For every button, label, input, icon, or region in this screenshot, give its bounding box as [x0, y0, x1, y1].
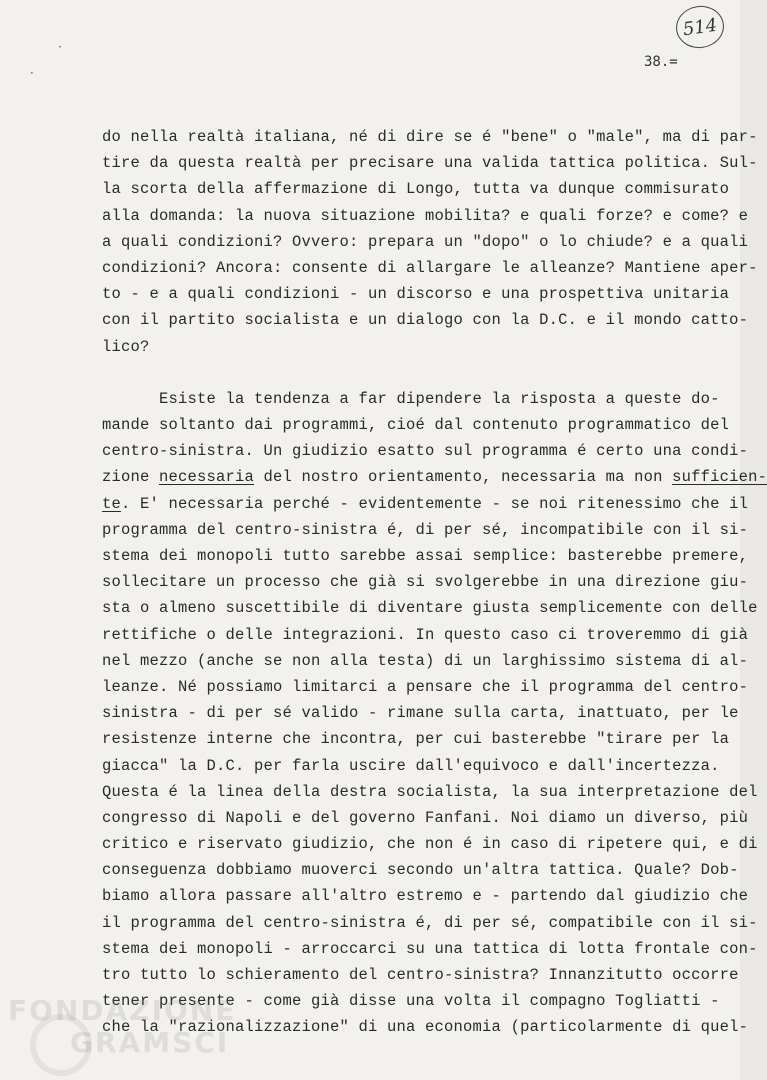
text-line: zione necessaria del nostro orientamento, necessaria ma non sufficien-	[102, 468, 767, 487]
text-line: stema dei monopoli tutto sarebbe assai semplice: basterebbe premere,	[102, 547, 749, 565]
text-line: che la "razionalizzazione" di una economia (particolarmente di quel-	[102, 1018, 749, 1037]
text-line: conseguenza dobbiamo muoverci secondo un'altra tattica. Quale? Dob-	[102, 861, 739, 880]
watermark-line-1: FONDAZIONE	[8, 994, 237, 1027]
text-line: condizioni? Ancora: consente di allargare le alleanze? Mantiene aper-	[102, 258, 758, 277]
archive-stamp	[673, 3, 726, 51]
text-line: sollecitare un processo che già si svolgerebbe in una direzione giu-	[102, 573, 749, 592]
text-line: tener presente - come già disse una volta il compagno Togliatti -	[102, 992, 720, 1011]
text-line: con il partito socialista e un dialogo con la D.C. e il mondo catto-	[102, 311, 749, 330]
text-line: do nella realtà italiana, né di dire se é "bene" o "male", ma di par-	[102, 128, 758, 146]
text-line: resistenze interne che incontra, per cui basterebbe "tirare per la	[102, 730, 730, 749]
text-line: leanze. Né possiamo limitarci a pensare che il programma del centro-	[102, 677, 749, 696]
text-line: programma del centro-sinistra é, di per sé, incompatibile con il si-	[102, 520, 749, 539]
text-line: tro tutto lo schieramento del centro-sinistra? Innanzitutto occorre	[102, 966, 739, 984]
text-line	[102, 360, 722, 386]
paper-speck: ·	[58, 40, 62, 54]
text-line: rettifiche o delle integrazioni. In questo caso ci troveremmo di già	[102, 625, 749, 644]
text-line: lico?	[102, 337, 150, 356]
text-line: sta o almeno suscettibile di diventare giusta semplicemente con delle	[102, 599, 758, 618]
text-line: giacca" la D.C. per farla uscire dall'equivoco e dall'incertezza.	[102, 756, 720, 775]
text-line: sinistra - di per sé valido - rimane sulla carta, inattuato, per le	[102, 704, 739, 723]
watermark-line-2: GRAMSCI	[70, 1026, 230, 1059]
text-line: to - e a quali condizioni - un discorso e una prospettiva unitaria	[102, 285, 730, 304]
text-line: congresso di Napoli e del governo Fanfani. Noi diamo un diverso, più	[102, 808, 749, 827]
text-line: alla domanda: la nuova situazione mobilita? e quali forze? e come? e	[102, 206, 749, 225]
paper-speck: ·	[30, 66, 34, 80]
archive-stamp-number: 514	[681, 14, 719, 40]
text-line: critico e riservato giudizio, che non é in caso di ripetere qui, e di	[102, 835, 758, 854]
text-line: Questa é la linea della destra socialista, la sua interpretazione del	[102, 782, 758, 801]
text-line: la scorta della affermazione di Longo, tutta va dunque commisurato	[102, 180, 730, 199]
text-line: il programma del centro-sinistra é, di per sé, compatibile con il si-	[102, 913, 758, 932]
text-line: stema dei monopoli - arroccarci su una tattica di lotta frontale con-	[102, 939, 758, 958]
text-line: Esiste la tendenza a far dipendere la risposta a queste do-	[102, 389, 720, 408]
page-number: 38.=	[644, 54, 678, 70]
underlined-word: sufficien-	[672, 468, 767, 487]
text-line: a quali condizioni? Ovvero: prepara un "dopo" o lo chiude? e a quali	[102, 232, 749, 251]
text-line: mande soltanto dai programmi, cioé dal contenuto programmatico del	[102, 416, 730, 435]
underlined-word: necessaria	[159, 468, 255, 487]
text-line: tire da questa realtà per precisare una valida tattica politica. Sul-	[102, 154, 758, 173]
text-line: nel mezzo (anche se non alla testa) di un larghissimo sistema di al-	[102, 651, 749, 670]
text-line: biamo allora passare all'altro estremo e - partendo dal giudizio che	[102, 887, 749, 906]
typed-text-body	[102, 124, 767, 1041]
text-line: te. E' necessaria perché - evidentemente - se noi ritenessimo che il	[102, 494, 749, 513]
underlined-word: te	[102, 494, 122, 513]
text-line: centro-sinistra. Un giudizio esatto sul programma é certo una condi-	[102, 442, 749, 461]
